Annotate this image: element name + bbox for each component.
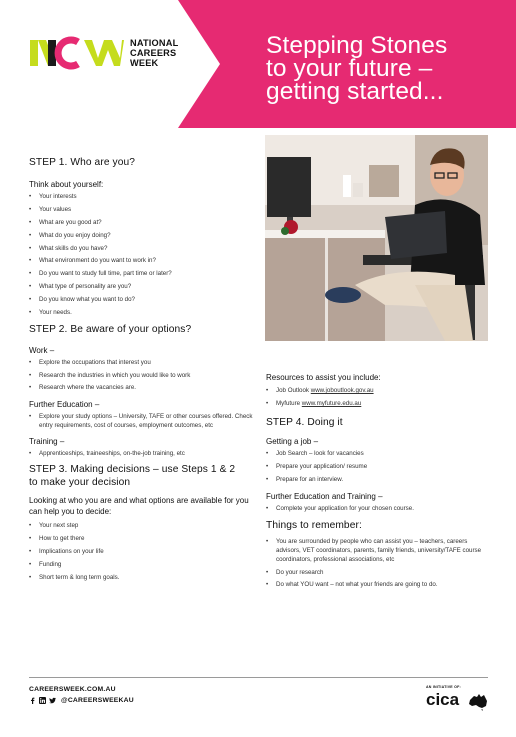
footer-social-handle[interactable]: @CAREERSWEEKAU [61, 697, 134, 704]
list-item: • Do you know what you want to do? [29, 296, 261, 305]
list-item: • What type of personality are you? [29, 283, 261, 292]
training-list [29, 450, 261, 459]
title-line-2: to your future – [266, 55, 433, 82]
list-item: • Your needs. [29, 309, 261, 318]
step2-section [29, 323, 261, 459]
footer-website-link[interactable]: CAREERSWEEK.COM.AU [29, 686, 116, 693]
getting-job-list [266, 450, 492, 484]
linkedin-icon[interactable] [39, 697, 46, 704]
left-column [29, 156, 261, 587]
step1-subtitle: Think about yourself: [29, 180, 104, 189]
getting-job-heading: Getting a job – [266, 437, 319, 447]
list-item: • Do your research [266, 569, 492, 578]
step3-title-line-1: STEP 3. Making decisions – use Steps 1 & 2 [29, 464, 236, 476]
things-list [266, 538, 492, 590]
list-item: • Short term & long term goals. [29, 574, 261, 583]
list-item: • Prepare for an interview. [266, 476, 492, 485]
photo-illustration [265, 135, 488, 341]
list-item: • Do you want to study full time, part time or later? [29, 270, 261, 279]
list-item: • Your next step [29, 522, 261, 531]
list-item: • Apprenticeships, traineeships, on-the-job training, etc [29, 450, 261, 459]
joboutlook-link[interactable]: www.joboutlook.gov.au [310, 387, 374, 394]
resource-item-joboutlook [266, 387, 492, 396]
work-heading: Work – [29, 345, 55, 355]
list-item: • Do what YOU want – not what your friends are going to do. [266, 581, 492, 590]
list-item: • Explore your study options – University, TAFE or other courses offered. Check entry requirements, cost of courses, employment outcomes, etc [29, 413, 261, 430]
list-item: • Implications on your life [29, 548, 261, 557]
list-item: • You are surrounded by people who can assist you – teachers, careers advisors, VET coordinators, parents, family friends, university/TAFE course coordinators, professional associations, etc [266, 538, 492, 564]
step3-title [29, 463, 261, 489]
ncw-logo-text [130, 38, 178, 68]
logo-line-week: WEEK [130, 58, 159, 68]
page-title [266, 34, 496, 103]
list-item: • Research where the vacancies are. [29, 384, 261, 393]
ncw-logo [28, 36, 178, 70]
list-item: • How to get there [29, 535, 261, 544]
myfuture-link[interactable]: www.myfuture.edu.au [301, 399, 362, 407]
list-item: • What are you good at? [29, 219, 261, 228]
cica-logo [426, 685, 490, 717]
step3-title-line-2: to make your decision [29, 477, 131, 489]
footer-divider [29, 677, 488, 678]
resource-item-myfuture [266, 400, 492, 409]
list-item: • What skills do you have? [29, 245, 261, 254]
training-heading: Training – [29, 437, 65, 447]
list-item: • Complete your application for your chosen course. [266, 505, 492, 514]
list-item: • What do you enjoy doing? [29, 232, 261, 241]
resources-heading: Resources to assist you include: [266, 373, 381, 382]
things-heading: Things to remember: [266, 520, 362, 532]
further-education-list [29, 413, 261, 430]
resource-label: Job Outlook [276, 387, 311, 394]
list-item: • Job Search – look for vacancies [266, 450, 492, 459]
right-column [266, 372, 492, 594]
logo-line-national: NATIONAL [130, 38, 179, 48]
further-education-training-heading: Further Education and Training – [266, 491, 383, 501]
step1-list [29, 193, 261, 318]
student-laptop-photo [265, 135, 488, 341]
initiative-label: AN INITIATIVE OF: [426, 685, 461, 689]
list-item: • Research the industries in which you would like to work [29, 372, 261, 381]
list-item: • Your values [29, 206, 261, 215]
title-line-3: getting started... [266, 78, 444, 105]
resources-list [266, 387, 492, 408]
logo-line-careers: CAREERS [130, 48, 177, 58]
title-line-1: Stepping Stones [266, 32, 448, 59]
cica-wordmark: cica [426, 690, 460, 709]
step4-title: STEP 4. Doing it [266, 417, 343, 429]
step3-list [29, 522, 261, 582]
step3-section [29, 463, 261, 582]
australia-map-icon [468, 693, 488, 711]
step3-intro: Looking at who you are and what options are available for you can help you to decide: [29, 496, 249, 516]
step1-title: STEP 1. Who are you? [29, 157, 136, 168]
twitter-icon[interactable] [49, 697, 56, 704]
footer-social [29, 697, 134, 704]
resource-label: Myfuture [276, 399, 302, 407]
list-item: • Explore the occupations that interest you [29, 359, 261, 368]
header [0, 0, 516, 128]
step1-section [29, 156, 261, 318]
further-education-training-list [266, 505, 492, 514]
list-item: • Prepare your application/ resume [266, 463, 492, 472]
resources-section [266, 372, 492, 408]
facebook-icon[interactable] [29, 697, 36, 704]
further-education-heading: Further Education – [29, 399, 100, 409]
things-section [266, 519, 492, 590]
list-item: • Your interests [29, 193, 261, 202]
step2-title: STEP 2. Be aware of your options? [29, 323, 192, 335]
list-item: • Funding [29, 561, 261, 570]
ncw-logo-mark [28, 36, 124, 70]
step4-section [266, 416, 492, 513]
list-item: • What environment do you want to work in? [29, 257, 261, 266]
work-list [29, 359, 261, 393]
